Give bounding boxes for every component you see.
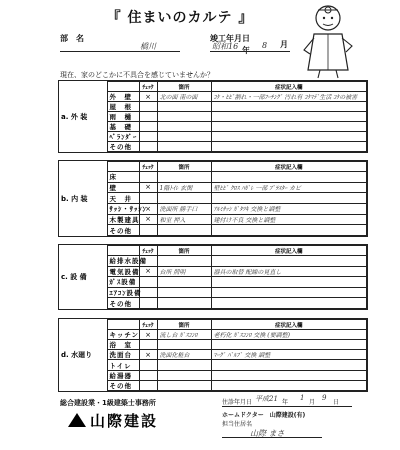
note-cell: [211, 360, 367, 370]
section-interior: [58, 160, 368, 237]
item-label: ｻｯｼ・ｻｯｼﾝ: [107, 203, 139, 214]
col-place: 箇所: [157, 162, 211, 172]
item-label: 雨 樋: [107, 112, 139, 122]
item-label: 外 壁: [107, 92, 139, 102]
check-cell: ×: [139, 203, 157, 214]
place-cell: [157, 370, 211, 380]
check-cell: ×: [139, 266, 157, 277]
place-cell: [157, 102, 211, 112]
place-cell: [157, 287, 211, 298]
note-cell: 器具の取替 配線の見直し: [211, 266, 367, 277]
year-label: 年: [242, 46, 250, 55]
check-cell: [139, 360, 157, 370]
item-label: ﾍﾞﾗﾝﾀﾞｰ: [107, 132, 139, 142]
doctor-mascot-icon: [296, 0, 360, 80]
check-cell: [139, 172, 157, 183]
person-underline: [222, 437, 322, 438]
check-cell: [139, 132, 157, 142]
place-cell: 台所 照明: [157, 266, 211, 277]
item-label: その他: [107, 225, 139, 236]
question-text: 現在、家のどこかに不具合を感じていませんか？: [60, 71, 214, 79]
check-cell: [139, 287, 157, 298]
section-name: a. 外 装: [59, 82, 107, 152]
place-cell: 流し台 ｶﾞｽｺﾝﾛ: [157, 330, 211, 340]
note-cell: [211, 340, 367, 350]
place-cell: [157, 132, 211, 142]
section-water: [58, 318, 368, 392]
place-cell: 和室 押入: [157, 214, 211, 225]
col-notes: 症状記入欄: [211, 82, 367, 92]
col-place: 箇所: [157, 82, 211, 92]
item-label: 電気設備: [107, 266, 139, 277]
entry-year-label: 年: [282, 399, 289, 406]
check-cell: [139, 225, 157, 236]
place-cell: [157, 172, 211, 183]
note-cell: [211, 172, 367, 183]
entry-month-label: 月: [309, 399, 316, 406]
dept-value: 橋川: [140, 42, 156, 51]
place-cell: [157, 193, 211, 204]
item-label: その他: [107, 142, 139, 152]
check-cell: ×: [139, 350, 157, 360]
check-cell: [139, 112, 157, 122]
check-cell: [139, 193, 157, 204]
check-cell: [139, 102, 157, 112]
entry-date-label: 住診年月日: [222, 399, 253, 406]
company-logo-text: 山際建設: [90, 412, 159, 430]
note-cell: [211, 370, 367, 380]
col-notes: 症状記入欄: [211, 246, 367, 256]
item-label: トイレ: [107, 360, 139, 370]
place-cell: [157, 380, 211, 390]
col-check: ﾁｪｯｸ: [139, 246, 157, 256]
note-cell: [211, 298, 367, 309]
build-month: 8: [262, 41, 268, 50]
place-cell: 洗面化粧台: [157, 350, 211, 360]
note-cell: ﾏｰｸﾞ ﾊﾞﾙﾌﾞ 交換 調整: [211, 350, 367, 360]
entry-era: 平成21: [255, 395, 278, 403]
place-cell: [157, 225, 211, 236]
note-cell: 建付け不良 交換と調整: [211, 214, 367, 225]
check-cell: [139, 298, 157, 309]
col-notes: 症状記入欄: [211, 162, 367, 172]
note-cell: [211, 122, 367, 132]
item-label: 屋 根: [107, 102, 139, 112]
entry-date-underline: [222, 406, 352, 407]
date-underline: [210, 51, 290, 52]
check-cell: [139, 370, 157, 380]
col-check: ﾁｪｯｸ: [139, 82, 157, 92]
note-cell: [211, 287, 367, 298]
doctor-label: ホームドクター 山際建設(有): [222, 412, 306, 419]
entry-day: 9: [322, 394, 327, 402]
build-era: 昭和16: [212, 42, 239, 51]
month-label: 月: [280, 40, 288, 49]
check-cell: [139, 142, 157, 152]
dept-label: 部 名: [60, 34, 84, 43]
entry-month: 1: [300, 394, 305, 402]
item-label: 浴 室: [107, 340, 139, 350]
section-name: b. 内 装: [59, 162, 107, 236]
item-label: ｶﾞｽ設備: [107, 277, 139, 288]
person-value: 山際 まさ: [250, 429, 285, 438]
place-cell: [157, 298, 211, 309]
company-tagline: 総合建設業・1級建築士事務所: [60, 399, 156, 407]
section-equipment: [58, 244, 368, 310]
item-label: その他: [107, 298, 139, 309]
place-cell: 1階ﾄｲﾚ 玄関: [157, 182, 211, 193]
note-cell: [211, 225, 367, 236]
item-label: 基 礎: [107, 122, 139, 132]
note-cell: [211, 112, 367, 122]
check-cell: ×: [139, 182, 157, 193]
section-exterior: [58, 80, 368, 153]
note-cell: [211, 102, 367, 112]
check-cell: [139, 340, 157, 350]
dept-underline: [60, 51, 180, 52]
section-name: c. 設 備: [59, 246, 107, 309]
check-cell: [139, 122, 157, 132]
page-title: 『 住まいのカルテ 』: [106, 10, 254, 26]
item-label: その他: [107, 380, 139, 390]
item-label: 床: [107, 172, 139, 183]
mountain-logo-icon: [68, 413, 86, 427]
col-place: 箇所: [157, 320, 211, 330]
item-label: キッチン: [107, 330, 139, 340]
check-cell: ×: [139, 92, 157, 102]
item-label: 洗面台: [107, 350, 139, 360]
note-cell: 壁ﾋﾋﾞ ｸﾛｽ ﾊｶﾞﾚ 一部 ﾌﾟﾗｽﾀｰ カビ: [211, 182, 367, 193]
note-cell: [211, 142, 367, 152]
build-date-label: 竣工年月日: [210, 34, 250, 43]
item-label: 給排水設備: [107, 256, 139, 267]
item-label: 天 井: [107, 193, 139, 204]
check-cell: ×: [139, 330, 157, 340]
place-cell: [157, 112, 211, 122]
col-place: 箇所: [157, 246, 211, 256]
col-check: ﾁｪｯｸ: [139, 320, 157, 330]
note-cell: [211, 256, 367, 267]
company-logo: [68, 410, 158, 431]
item-label: ｴｱｺﾝ設備: [107, 287, 139, 298]
place-cell: [157, 256, 211, 267]
place-cell: [157, 277, 211, 288]
section-name: d. 水廻り: [59, 320, 107, 391]
note-cell: 老朽化 ｶﾞｽｺﾝﾛ 交換 (要調整): [211, 330, 367, 340]
col-check: ﾁｪｯｸ: [139, 162, 157, 172]
check-cell: [139, 277, 157, 288]
person-label: 担当住居名: [222, 421, 253, 428]
place-cell: [157, 122, 211, 132]
note-cell: [211, 132, 367, 142]
place-cell: 北の面 南の面: [157, 92, 211, 102]
place-cell: 洗面所 勝手口: [157, 203, 211, 214]
note-cell: [211, 277, 367, 288]
col-notes: 症状記入欄: [211, 320, 367, 330]
item-label: 壁: [107, 182, 139, 193]
check-cell: [139, 380, 157, 390]
entry-day-label: 日: [333, 399, 340, 406]
note-cell: ｱﾙﾐｻｯｼ ｶﾞﾀﾂｷ 交換と調整: [211, 203, 367, 214]
item-label: 給湯器: [107, 370, 139, 380]
check-cell: ×: [139, 214, 157, 225]
note-cell: ｺｹ・ﾋﾋﾞ割れ・一部ﾌｰﾁﾝｸﾞ 汚れ有 ｺｹﾏﾃﾞ生活 ｺｹの被害: [211, 92, 367, 102]
place-cell: [157, 360, 211, 370]
item-label: 木製建具: [107, 214, 139, 225]
note-cell: [211, 193, 367, 204]
place-cell: [157, 340, 211, 350]
place-cell: [157, 142, 211, 152]
note-cell: [211, 380, 367, 390]
